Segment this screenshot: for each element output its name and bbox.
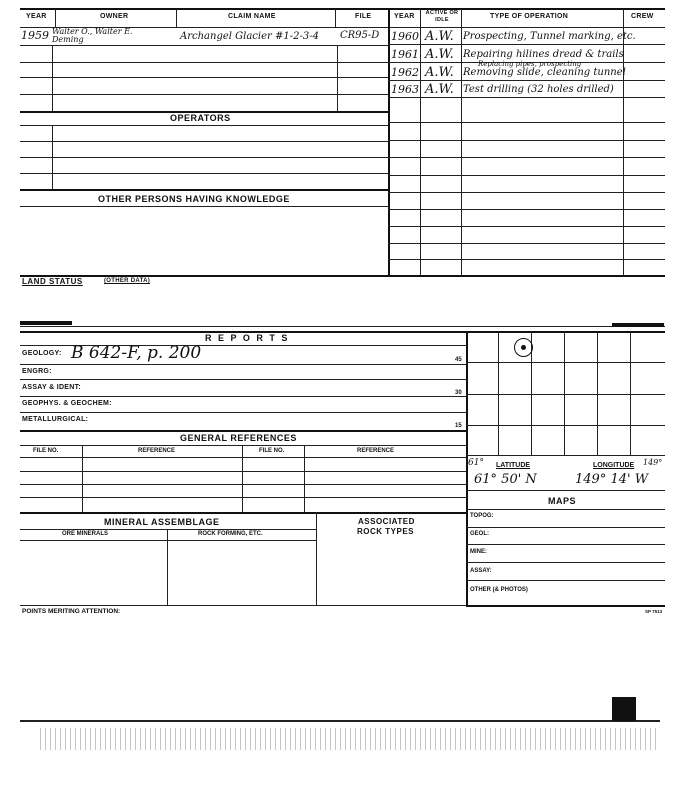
latitude-value: 61° 50' N <box>474 472 537 487</box>
margin-number: 30 <box>455 390 462 396</box>
header-crew: CREW <box>631 13 654 20</box>
scan-noise <box>40 728 660 750</box>
rock-types-label: ROCK TYPES <box>357 527 415 536</box>
maps-heading: MAPS <box>548 496 577 506</box>
reports-heading: R E P O R T S <box>205 333 290 343</box>
entry-year: 1959 <box>21 29 49 42</box>
operation-year: 1962 <box>391 66 419 79</box>
header-type-operation: TYPE OF OPERATION <box>490 13 569 20</box>
header-year2: YEAR <box>394 13 415 20</box>
scan-mark <box>612 697 636 721</box>
operation-year: 1961 <box>391 48 419 61</box>
maps-assay: ASSAY: <box>470 568 492 574</box>
geophys-label: GEOPHYS. & GEOCHEM: <box>22 400 112 407</box>
location-marker-icon <box>514 338 533 357</box>
entry-claim: Archangel Glacier #1-2-3-4 <box>180 31 319 42</box>
form-id: SP 7513 <box>645 609 663 614</box>
operation-note: Replacing pipes, prospecting <box>478 60 582 68</box>
col-file-no: FILE NO. <box>33 448 59 454</box>
maps-topog: TOPOG: <box>470 513 494 519</box>
entry-file: CR95-D <box>340 30 380 41</box>
header-year: YEAR <box>26 13 47 20</box>
col-ore-minerals: ORE MINERALS <box>62 531 109 537</box>
operation-type: Repairing hilines dread & trails <box>463 49 624 60</box>
col-file-no: FILE NO. <box>259 448 285 454</box>
land-status-label: LAND STATUS <box>22 277 83 286</box>
operation-status: A.W. <box>425 82 454 97</box>
points-meriting-attention: POINTS MERITING ATTENTION: <box>22 608 121 615</box>
metallurgical-label: METALLURGICAL: <box>22 416 89 423</box>
mineral-assemblage-heading: MINERAL ASSEMBLAGE <box>104 517 220 527</box>
col-reference: REFERENCE <box>357 448 395 454</box>
operation-type: Test drilling (32 holes drilled) <box>463 84 614 95</box>
operation-status: A.W. <box>425 29 454 44</box>
longitude-suffix: 149° <box>643 458 663 467</box>
operation-type: Removing slide, cleaning tunnel <box>463 67 626 78</box>
general-references-heading: GENERAL REFERENCES <box>180 433 297 443</box>
longitude-label: LONGITUDE <box>593 462 635 469</box>
header-file: FILE <box>355 13 372 20</box>
margin-number: 15 <box>455 423 462 429</box>
latitude-label: LATITUDE <box>496 462 531 469</box>
margin-number: 45 <box>455 357 462 363</box>
operation-year: 1960 <box>391 30 419 43</box>
col-rock-forming: ROCK FORMING, ETC. <box>198 531 263 537</box>
header-owner: OWNER <box>100 13 129 20</box>
header-claim-name: CLAIM NAME <box>228 13 276 20</box>
header-active-idle: ACTIVE OR IDLE <box>425 10 459 23</box>
latitude-prefix: 61° <box>468 458 484 468</box>
other-persons-heading: OTHER PERSONS HAVING KNOWLEDGE <box>98 194 290 204</box>
geology-label: GEOLOGY: <box>22 350 62 357</box>
land-status-sub: (OTHER DATA) <box>104 278 151 284</box>
scan-edge-line <box>20 720 660 722</box>
scan-band <box>612 323 664 327</box>
longitude-value: 149° 14' W <box>575 472 649 487</box>
operation-status: A.W. <box>425 47 454 62</box>
col-reference: REFERENCE <box>138 448 176 454</box>
operation-status: A.W. <box>425 65 454 80</box>
engrg-label: ENGRG: <box>22 368 52 375</box>
operation-type: Prospecting, Tunnel marking, etc. <box>463 31 636 42</box>
geology-value: B 642-F, p. 200 <box>71 343 202 363</box>
maps-mine: MINE: <box>470 549 487 555</box>
maps-other: OTHER (& PHOTOS) <box>470 587 528 593</box>
scan-band <box>20 321 72 325</box>
operators-heading: OPERATORS <box>170 113 231 123</box>
entry-owner: Walter O., Walter E. Deming <box>52 27 133 44</box>
associated-label: ASSOCIATED <box>358 517 415 526</box>
assay-ident-label: ASSAY & IDENT: <box>22 384 82 391</box>
operation-year: 1963 <box>391 83 419 96</box>
maps-geol: GEOL: <box>470 531 489 537</box>
